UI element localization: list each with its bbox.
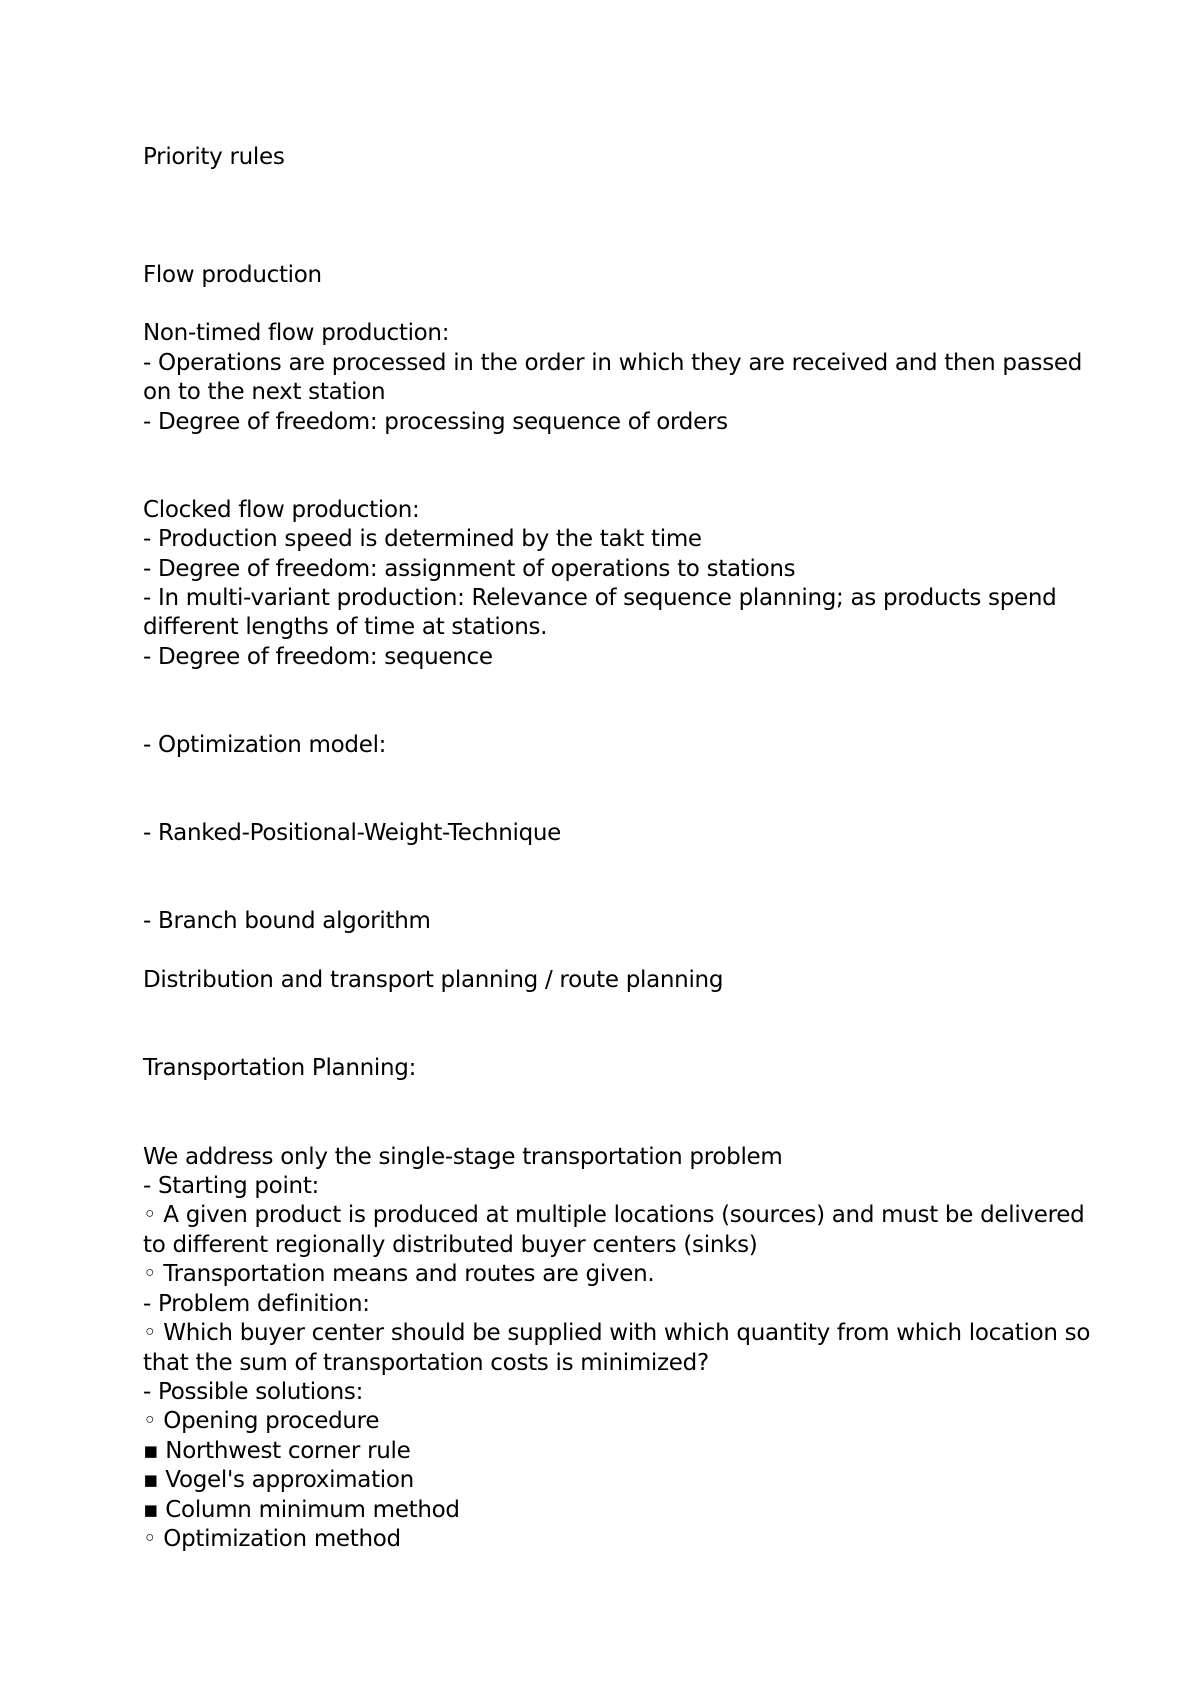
spacer: [143, 290, 1073, 319]
spacer: [143, 672, 1073, 731]
clocked-line: - Degree of freedom: sequence: [143, 643, 493, 670]
transport-line: We address only the single-stage transportation problem: [143, 1143, 783, 1170]
clocked-line: - In multi-variant production: Relevance of sequence planning; as products spend: [143, 585, 1057, 612]
non-timed-line: - Degree of freedom: processing sequence of orders: [143, 408, 728, 435]
transport-line: that the sum of transportation costs is minimized?: [143, 1349, 709, 1376]
clocked-title: Clocked flow production:: [143, 496, 420, 523]
spacer: [143, 437, 1073, 496]
rpw-technique-line: - Ranked-Positional-Weight-Technique: [143, 820, 562, 847]
spacer: [143, 760, 1073, 819]
spacer: [143, 937, 1073, 966]
clocked-line: - Degree of freedom: assignment of operations to stations: [143, 555, 796, 582]
document-body: [143, 143, 1091, 1554]
transport-line: - Starting point:: [143, 1173, 319, 1200]
document-heading: Priority rules: [143, 144, 285, 170]
transport-line: to different regionally distributed buyer centers (sinks): [143, 1231, 758, 1258]
transport-line: ▪ Vogel's approximation: [143, 1467, 414, 1494]
transport-line: - Possible solutions:: [143, 1378, 364, 1405]
distribution-title: Distribution and transport planning / route planning: [143, 967, 724, 994]
clocked-line: - Production speed is determined by the takt time: [143, 526, 702, 553]
transport-line: ◦ A given product is produced at multiple locations (sources) and must be delivered: [143, 1202, 1085, 1229]
optimization-model-line: - Optimization model:: [143, 732, 387, 759]
transport-line: ◦ Optimization method: [143, 1525, 401, 1552]
transport-line: ▪ Northwest corner rule: [143, 1437, 411, 1464]
spacer: [143, 172, 1073, 260]
non-timed-title: Non-timed flow production:: [143, 320, 450, 347]
clocked-line: different lengths of time at stations.: [143, 614, 548, 641]
transport-line: - Problem definition:: [143, 1290, 370, 1317]
spacer: [143, 849, 1073, 908]
non-timed-line: - Operations are processed in the order in which they are received and then passed: [143, 349, 1083, 376]
non-timed-line: on to the next station: [143, 379, 386, 406]
transportation-planning-title: Transportation Planning:: [143, 1055, 417, 1082]
branch-bound-line: - Branch bound algorithm: [143, 908, 431, 935]
transport-line: ◦ Opening procedure: [143, 1408, 380, 1435]
spacer: [143, 1084, 1073, 1143]
transport-line: ▪ Column minimum method: [143, 1496, 460, 1523]
transport-line: ◦ Which buyer center should be supplied with which quantity from which location so: [143, 1320, 1091, 1347]
flow-production-title: Flow production: [143, 261, 322, 288]
spacer: [143, 996, 1073, 1055]
transport-line: ◦ Transportation means and routes are given.: [143, 1261, 655, 1288]
